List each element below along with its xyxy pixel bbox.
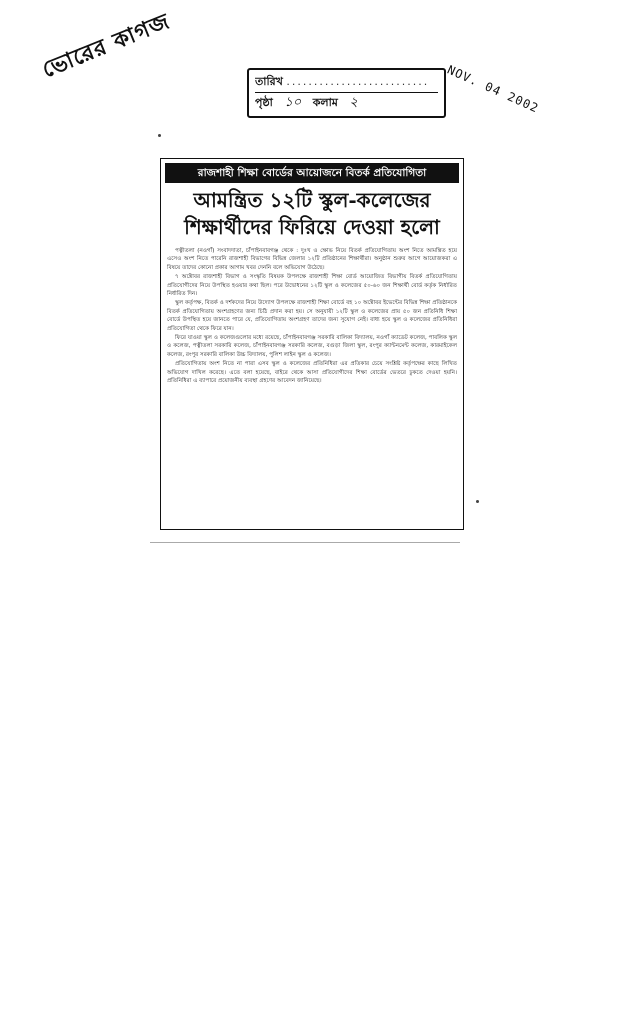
article-paragraph: স্কুল কর্তৃপক্ষ, বিতর্ক ও দর্শকদের নিয়ে উদ্যোগ উপলক্ষে রাজশাহী শিক্ষা বোর্ডে বহ ১০ অক্টোবর ইভেন্টের বিভিন্ন শিক্ষা প্রতিষ্ঠানকে বিতর্ক প্রতিযোগিতায় অংশগ্রহণের জন্য চিঠি প্রদান করা হয়। সে অনুযায়ী ১২টি স্কুল ও কলেজের প্রায় ৫০ জন প্রতিনিধি শিক্ষা বোর্ডে উপস্থিত হয়ে জানতে পারে যে, প্রতিযোগিতায় অংশগ্রহণ তাদের জন্য সুযোগ নেই। বাধ্য হয়ে স্কুল ও কলেজের প্রতিনিধিরা প্রতিযোগিতা থেকে ফিরে যান। <box>167 300 457 332</box>
stamp-column-label: কলাম <box>312 96 338 109</box>
stamp-page-row <box>255 92 438 113</box>
article-paragraph: প্রতিযোগিতায় অংশ নিতে না পারা এসব স্কুল ও কলেজের প্রতিনিধিরা এর প্রতিকার চেয়ে সংশ্লিষ্ট কর্তৃপক্ষের কাছে লিখিত অভিযোগ দাখিল করেছে। এতে বলা হয়েছে, বাইরে থেকে আসা প্রতিযোগীদের শিক্ষা বোর্ডের ভেতরে ঢুকতে দেওয়া হয়নি। প্রতিনিধিরা এ ব্যাপারে প্রয়োজনীয় ব্যবস্থা গ্রহণের আবেদন জানিয়েছে। <box>167 361 457 385</box>
speck-mark <box>476 500 479 503</box>
stamp-date-row <box>255 72 438 92</box>
stamp-date-dots: .......................... <box>286 75 430 88</box>
stamp-page-value: ১০ <box>284 95 302 110</box>
clipping-reference-stamp <box>247 68 446 118</box>
article-body <box>167 247 457 386</box>
headline-line-1: আমন্ত্রিত ১২টি স্কুল-কলেজের <box>193 188 431 212</box>
article-kicker: রাজশাহী শিক্ষা বোর্ডের আয়োজনে বিতর্ক প্রতিযোগিতা <box>165 163 459 183</box>
headline-line-2: শিক্ষার্থীদের ফিরিয়ে দেওয়া হলো <box>184 215 440 239</box>
article-paragraph: পত্নীতলা (নওগাঁ) সংবাদদাতা, চাঁপাইনবাবগঞ্জ থেকে : দুঃখ ও ক্ষোভ নিয়ে বিতর্ক প্রতিযোগিতায় অংশ নিতে আমন্ত্রিত হয়ে এসেও অংশ নিতে পারেনি রাজশাহী বিভাগের বিভিন্ন জেলার ১২টি প্রতিষ্ঠানের শিক্ষার্থীরা। অনুষ্ঠান শুরুর আগে আয়োজকরা এ বিষয়ে তাদের কোনো প্রকার আগাম খবর দেননি বলে অভিযোগ উঠেছে। <box>167 248 457 271</box>
speck-mark <box>158 134 161 137</box>
newspaper-masthead: ভোরের কাগজ <box>38 9 174 84</box>
stamp-column-value: ২ <box>349 95 358 110</box>
article-headline <box>167 187 457 241</box>
article-paragraph: ৭ অক্টোবর রাজশাহী বিভাগ ও সংস্কৃতি বিষয়ক উপলক্ষে রাজশাহী শিক্ষা বোর্ড আয়োজিত বিভাগীয় বিতর্ক প্রতিযোগিতায় প্রতিযোগীদের নিয়ে উপস্থিত হওয়ার কথা ছিল। পরে উদ্বোধনের ১২টি স্কুল ও কলেজের ৫০-৬০ জন শিক্ষার্থী বোর্ড কর্তৃক নির্ধারিত নির্ধারিত দিন। <box>167 274 457 298</box>
article-paragraph: ফিরে যাওয়া স্কুল ও কলেজগুলোর মধ্যে রয়েছে, চাঁপাইনবাবগঞ্জ সরকারি বালিকা বিদ্যালয়, নওগাঁ ক্যাডেট কলেজ, পাবলিক স্কুল ও কলেজ, পত্নীতলা সরকারি কলেজ, চাঁপাইনবাবগঞ্জ সরকারি কলেজ, বগুড়া জিলা স্কুল, রংপুর ক্যান্টনমেন্ট কলেজ, কারমাইকেল কলেজ, রংপুর সরকারি বালিকা উচ্চ বিদ্যালয়, পুলিশ লাইন স্কুল ও কলেজ। <box>167 335 457 358</box>
stamp-date-label: তারিখ <box>255 75 283 88</box>
news-clipping <box>160 158 464 530</box>
stamp-page-label: পৃষ্ঠা <box>255 96 273 109</box>
received-date-stamp: NOV. 04 2002 <box>445 62 542 116</box>
scan-line <box>150 542 460 543</box>
